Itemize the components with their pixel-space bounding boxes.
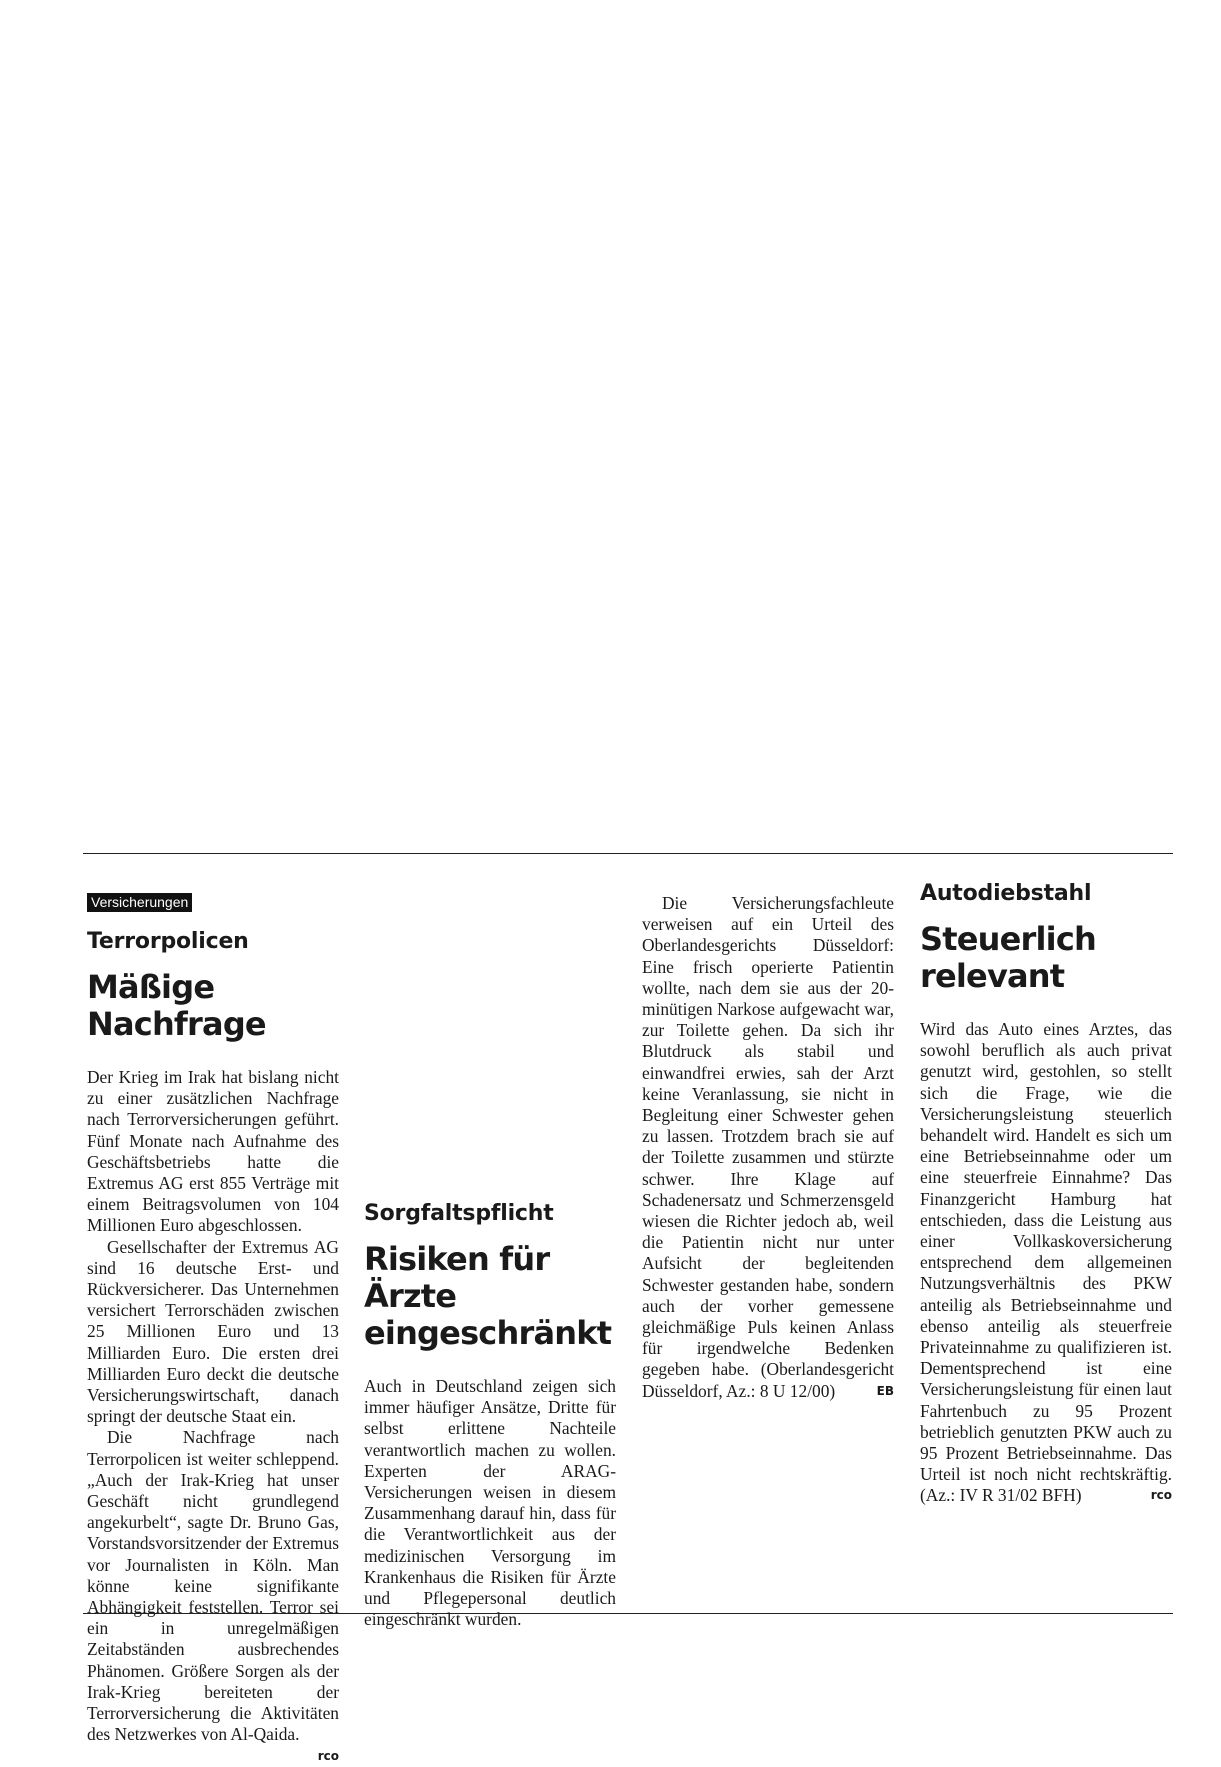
author-signature: EB (876, 1383, 894, 1398)
article-body-sorgfaltspflicht-part1 (364, 1376, 616, 1630)
article-kicker-terrorpolicen: Terrorpolicen (87, 929, 249, 954)
paragraph (87, 1427, 339, 1763)
paragraph-text: Die Nachfrage nach Terrorpolicen ist weiter schleppend. „Auch der Irak-Krieg hat unser Geschäft nicht grundlegend angekurbelt“, sagte Dr. Bruno Gas, Vorstandsvorsitzender der Extremus vor Journalisten in Köln. Man könne keine signifikante Abhängigkeit feststellen. Terror sei ein in unregelmäßigen Zeitabständen ausbrechendes Phänomen. Größere Sorgen als der Irak-Krieg bereiteten der Terrorversicherung die Aktivitäten des Netzwerkes von Al-Qaida. (87, 1427, 339, 1745)
paragraph: Gesellschafter der Extremus AG sind 16 deutsche Erst- und Rückversicherer. Das Unternehmen versichert Terrorschäden zwischen 25 Millionen Euro und 13 Milliarden Euro. Die ersten drei Milliarden Euro deckt die deutsche Versicherungswirtschaft, danach springt der deutsche Staat ein. (87, 1236, 339, 1427)
column-1 (87, 893, 339, 1767)
article-body-terrorpolicen (87, 1067, 339, 1763)
article-body-autodiebstahl (920, 1019, 1172, 1507)
paragraph-text: Wird das Auto eines Arztes, das sowohl beruflich als auch privat genutzt wird, gestohlen, so stellt sich die Frage, wie die Versicherungsleistung steuerlich behandelt wird. Handelt es sich um eine Betriebseinnahme oder um eine steuerfreie Einnahme? Das Finanzgericht Hamburg hat entschieden, dass die Leistung aus einer Vollkaskoversicherung entsprechend dem allgemeinen Nutzungsverhältnis des PKW anteilig als Betriebseinnahme und ebenso anteilig als steuerfreie Privateinnahme zu qualifizieren ist. Dementsprechend ist eine Versicherungsleistung für einen laut Fahrtenbuch zu 95 Prozent betrieblich genutzten PKW auch zu 95 Prozent Betriebseinnahme. Das Urteil ist noch nicht rechtskräftig. (Az.: IV R 31/02 BFH) (920, 1019, 1172, 1506)
column-4 (920, 880, 1172, 1507)
article-kicker-autodiebstahl: Autodiebstahl (920, 881, 1092, 906)
paragraph-text: Die Versicherungsfachleute verweisen auf ein Urteil des Oberlandesgerichts Düsseldorf: Eine frisch operierte Patientin wollte, nach dem sie aus der 20-minütigen Narkose aufgewacht war, zur Toilette gehen. Da sich ihr Blutdruck als stabil und einwandfrei erwies, sah der Arzt keine Veranlassung, sie nicht in Begleitung einer Schwester gehen zu lassen. Trotzdem brach sie auf der Toilette zusammen und stürzte schwer. Ihre Klage auf Schadenersatz und Schmerzensgeld wiesen die Richter jedoch ab, weil die Patientin nicht nur unter Aufsicht der begleitenden Schwester gestanden habe, sondern auch der vorher gemessene gleichmäßige Puls keinen Anlass für irgendwelche Bedenken gegeben habe. (Oberlandesgericht Düsseldorf, Az.: 8 U 12/00) (642, 893, 894, 1401)
paragraph: Der Krieg im Irak hat bislang nicht zu einer zusätzlichen Nachfrage nach Terrorversicherungen geführt. Fünf Monate nach Aufnahme des Geschäftsbetriebs hatte die Extremus AG erst 855 Verträge mit einem Beitragsvolumen von 104 Millionen Euro abgeschlossen. (87, 1067, 339, 1236)
paragraph (642, 893, 894, 1402)
top-rule (83, 853, 1173, 854)
article-headline-steuerlich-relevant: Steuerlich relevant (920, 920, 1097, 995)
article-body-sorgfaltspflicht-part2 (642, 893, 894, 1402)
column-3 (642, 893, 894, 1402)
article-headline-maessige-nachfrage: Mäßige Nachfrage (87, 968, 266, 1043)
paragraph: Auch in Deutschland zeigen sich immer häufiger Ansätze, Dritte für selbst erlittene Nachteile verantwortlich machen zu wollen. Experten der ARAG-Versicherungen weisen in diesem Zusammenhang darauf hin, dass für die Verantwortlichkeit aus der medizinischen Versorgung im Krankenhaus die Risiken für Ärzte und Pflegepersonal deutlich eingeschränkt wurden. (364, 1376, 616, 1630)
section-rubric: Versicherungen (87, 893, 192, 912)
paragraph (920, 1019, 1172, 1507)
column-2 (364, 1200, 616, 1630)
author-signature: rco (317, 1748, 339, 1763)
author-signature: rco (1150, 1488, 1172, 1503)
article-headline-risiken-fuer-aerzte: Risiken für Ärzte eingeschränkt (364, 1240, 612, 1352)
bottom-rule (83, 1613, 1173, 1614)
article-kicker-sorgfaltspflicht: Sorgfaltspflicht (364, 1201, 554, 1226)
